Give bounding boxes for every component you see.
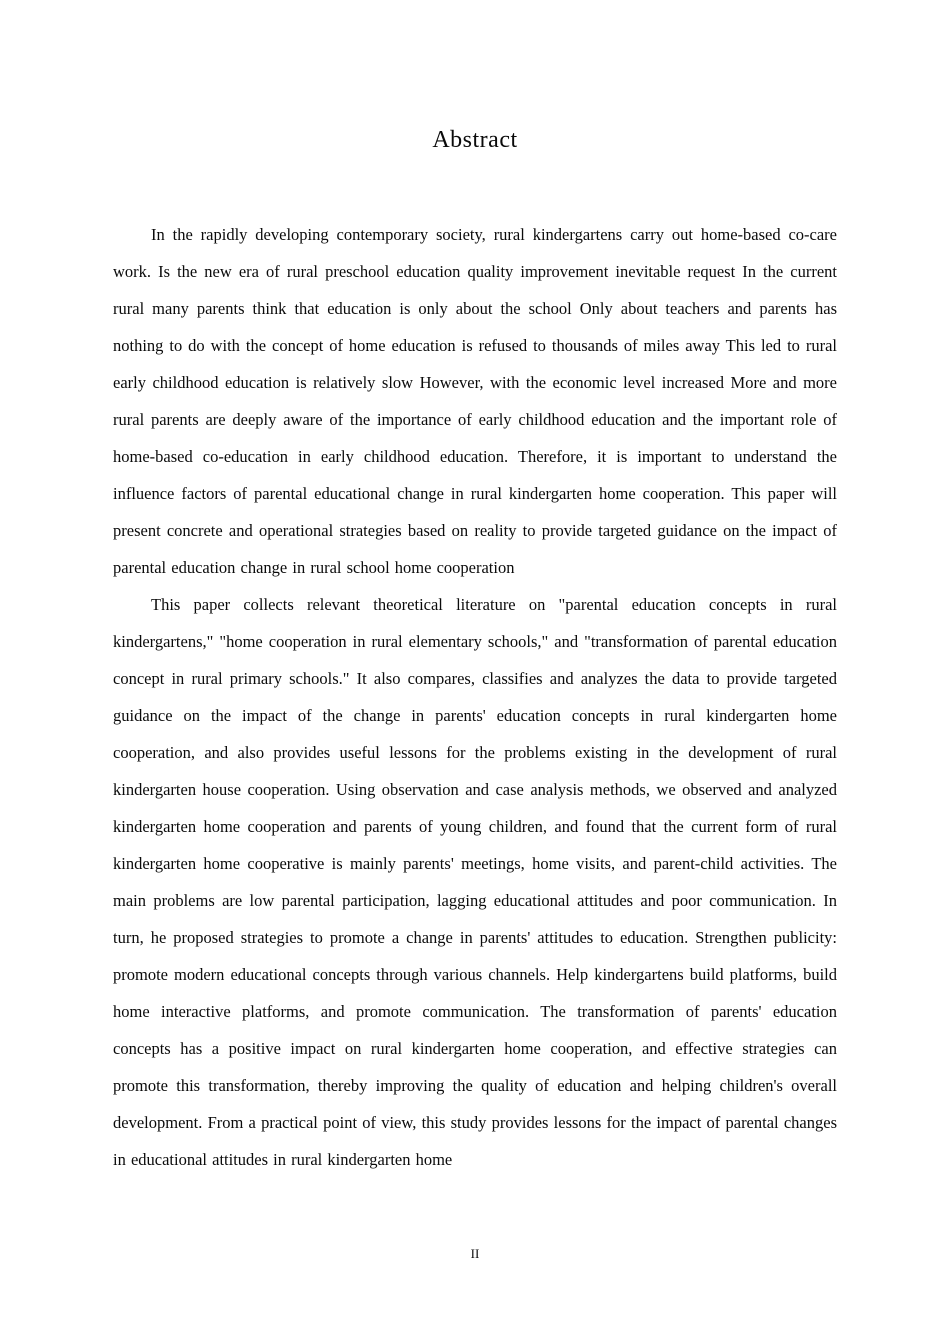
abstract-body bbox=[113, 216, 837, 1244]
page-title: Abstract bbox=[432, 127, 518, 153]
abstract-paragraph-2: This paper collects relevant theoretical literature on "parental education concepts in rural kindergartens," "home cooperation in rural elementary schools," and "transformation of parental education concept in rural primary schools." It also compares, classifies and analyzes the data to provide targeted guidance on the impact of the change in parents' education concepts in rural kindergarten home cooperation, and also provides useful lessons for the problems existing in the development of rural kindergarten house cooperation. Using observation and case analysis methods, we observed and analyzed kindergarten home cooperation and parents of young children, and found that the current form of rural kindergarten home cooperative is mainly parents' meetings, home visits, and parent-child activities. The main problems are low parental participation, lagging educational attitudes and poor communication. In turn, he proposed strategies to promote a change in parents' attitudes to education. Strengthen publicity: promote modern educational concepts through various channels. Help kindergartens build platforms, build home interactive platforms, and promote communication. The transformation of parents' education concepts has a positive impact on rural kindergarten home cooperation, and effective strategies can promote this transformation, thereby improving the quality of education and helping children's overall development. From a practical point of view, this study provides lessons for the impact of parental changes in educational attitudes in rural kindergarten home bbox=[113, 595, 837, 1169]
abstract-paragraph-1: In the rapidly developing contemporary society, rural kindergartens carry out home-based co-care work. Is the new era of rural preschool education quality improvement inevitable request In the current rural many parents think that education is only about the school Only about teachers and parents has nothing to do with the concept of home education is refused to thousands of miles away This led to rural early childhood education is relatively slow However, with the economic level increased More and more rural parents are deeply aware of the importance of early childhood education and the important role of home-based co-education in early childhood education. Therefore, it is important to understand the influence factors of parental educational change in rural kindergarten home cooperation. This paper will present concrete and operational strategies based on reality to provide targeted guidance on the impact of parental education change in rural school home cooperation bbox=[113, 225, 837, 577]
page-number: II bbox=[470, 1246, 480, 1261]
